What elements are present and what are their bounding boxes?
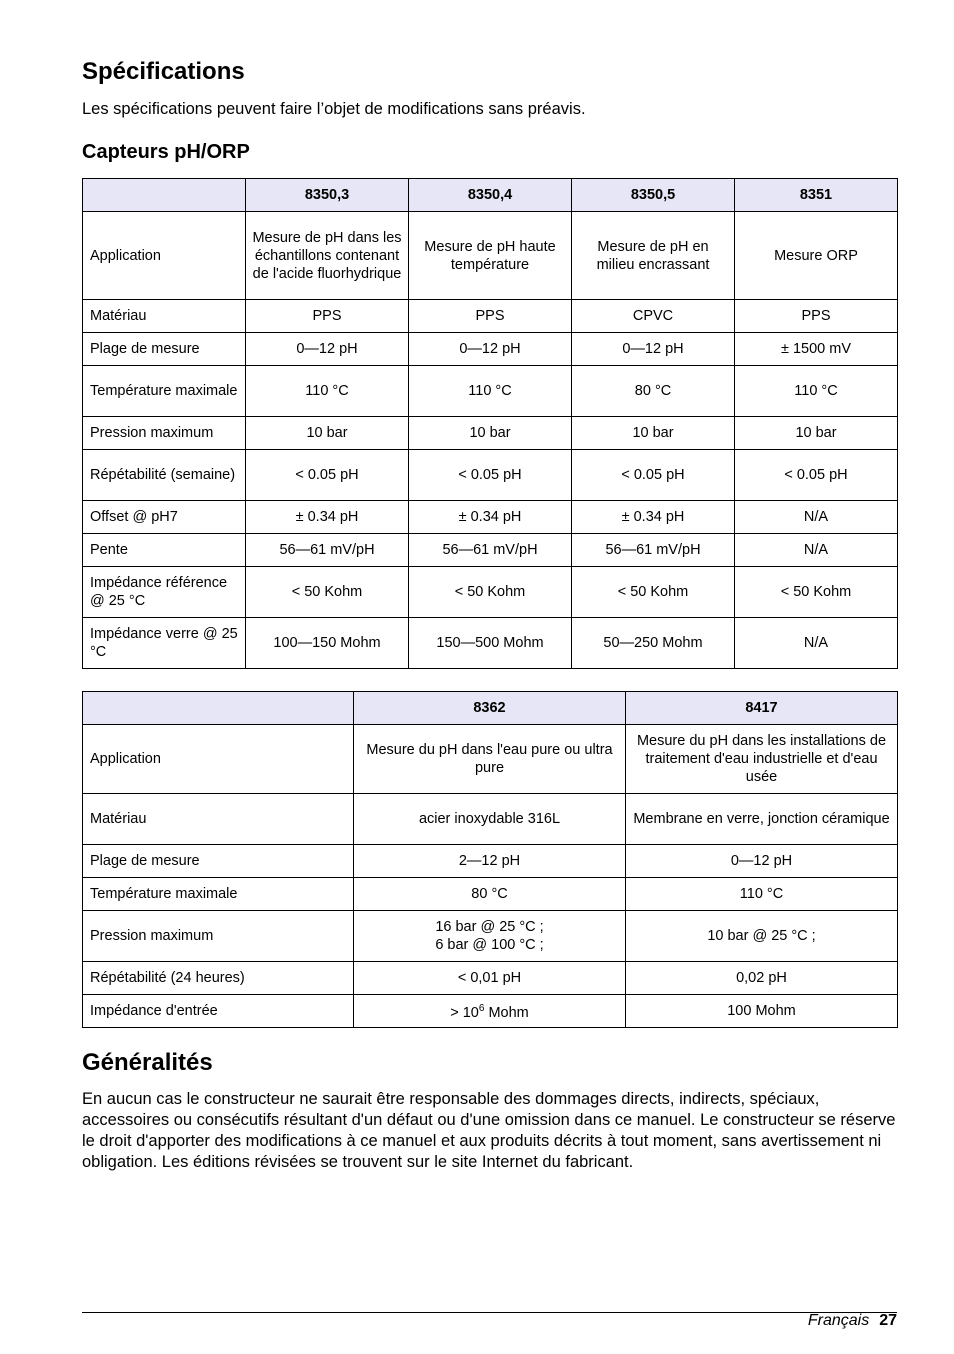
table-row [83,878,898,911]
table-cell: N/A [735,618,898,669]
table-row [83,417,898,450]
table-cell: 80 °C [572,366,735,417]
table-cell: 110 °C [409,366,572,417]
footer-language: Français [807,1312,870,1329]
table-cell: ± 0.34 pH [572,501,735,534]
row-label: Matériau [83,794,354,845]
table-header-cell [83,692,354,725]
table-cell: N/A [735,501,898,534]
table-cell: N/A [735,534,898,567]
table-cell: PPS [735,300,898,333]
row-label: Offset @ pH7 [83,501,246,534]
general-title: Généralités [82,1049,213,1076]
table-cell: 2—12 pH [354,845,626,878]
pressure-line-1: 16 bar @ 25 °C ; [435,919,544,935]
table-cell: PPS [246,300,409,333]
table-cell: 110 °C [246,366,409,417]
table-cell: Mesure du pH dans les installations de traitement d'eau industrielle et d'eau usée [626,725,898,794]
row-label: Impédance référence @ 25 °C [83,567,246,618]
table-cell: Membrane en verre, jonction céramique [626,794,898,845]
row-label: Impédance d'entrée [83,995,354,1028]
footer-divider [82,1312,897,1313]
table-cell: 56—61 mV/pH [572,534,735,567]
table-cell: ± 0.34 pH [409,501,572,534]
table-row [83,300,898,333]
table-cell: 10 bar [246,417,409,450]
table-row [83,366,898,417]
table-cell: 10 bar @ 25 °C ; [626,911,898,962]
table-header-cell: 8350,3 [246,179,409,212]
table-cell: PPS [409,300,572,333]
row-label: Application [83,212,246,300]
general-text: En aucun cas le constructeur ne saurait être responsable des dommages directs, indirects, spéciaux, accessoires ou consécutifs résultant d'un défaut ou d'une omission dans ce manuel. Le constructeur se réserve le droit d'apporter des modifications à ce manuel et aux produits décrits à tout moment, sans avertissement ni obligation. Les éditions révisées se trouvent sur le site Internet du fabricant. [82,1090,896,1171]
table-cell: < 50 Kohm [572,567,735,618]
table-cell: 110 °C [626,878,898,911]
table-cell: 0—12 pH [572,333,735,366]
row-label: Application [83,725,354,794]
table-header-cell [83,179,246,212]
sensor-spec-table-2 [82,691,898,1028]
table-cell: 0—12 pH [626,845,898,878]
impedance-unit: Mohm [484,1004,529,1021]
table-cell: 150—500 Mohm [409,618,572,669]
table-cell: Mesure ORP [735,212,898,300]
table-row [83,534,898,567]
table-header-cell: 8417 [626,692,898,725]
table-cell: 50—250 Mohm [572,618,735,669]
table-cell: 10 bar [572,417,735,450]
table-cell: CPVC [572,300,735,333]
table-cell: 56—61 mV/pH [409,534,572,567]
table-header-cell: 8350,4 [409,179,572,212]
specifications-title: Spécifications [82,58,245,85]
table-row [83,618,898,669]
table-cell: 100—150 Mohm [246,618,409,669]
row-label: Pente [83,534,246,567]
table-cell [354,995,626,1028]
table-header-cell: 8351 [735,179,898,212]
table-row [83,212,898,300]
page-number: 27 [879,1312,897,1329]
row-label: Répétabilité (semaine) [83,450,246,501]
table-cell: Mesure de pH haute température [409,212,572,300]
specifications-intro: Les spécifications peuvent faire l’objet de modifications sans préavis. [82,100,586,118]
table-row [83,725,898,794]
table-cell: 10 bar [409,417,572,450]
row-label: Plage de mesure [83,845,354,878]
table-header-cell: 8362 [354,692,626,725]
table-row [83,333,898,366]
table-cell: < 50 Kohm [409,567,572,618]
table-row [83,501,898,534]
table-header-cell: 8350,5 [572,179,735,212]
table-row [83,962,898,995]
row-label: Température maximale [83,878,354,911]
row-label: Pression maximum [83,911,354,962]
table-row [83,845,898,878]
table-header-row [83,179,898,212]
table-cell: < 0.05 pH [735,450,898,501]
impedance-base: > 10 [450,1004,479,1021]
row-label: Température maximale [83,366,246,417]
table-cell: < 50 Kohm [735,567,898,618]
table-cell: 100 Mohm [626,995,898,1028]
table-cell: 56—61 mV/pH [246,534,409,567]
table-cell: < 50 Kohm [246,567,409,618]
table-row [83,794,898,845]
table-row [83,450,898,501]
page-footer [808,1312,897,1330]
row-label: Plage de mesure [83,333,246,366]
table-row [83,567,898,618]
impedance-exponent: 6 [478,1003,485,1015]
table-cell: ± 1500 mV [735,333,898,366]
row-label: Matériau [83,300,246,333]
table-cell: Mesure de pH en milieu encrassant [572,212,735,300]
table-cell: 0—12 pH [409,333,572,366]
table-cell [354,911,626,962]
table-cell: 110 °C [735,366,898,417]
table-cell: acier inoxydable 316L [354,794,626,845]
table-cell: 10 bar [735,417,898,450]
table-cell: Mesure du pH dans l'eau pure ou ultra pure [354,725,626,794]
table-cell: ± 0.34 pH [246,501,409,534]
table-cell: < 0.05 pH [572,450,735,501]
table-cell: < 0,01 pH [354,962,626,995]
table-row [83,995,898,1028]
row-label: Impédance verre @ 25 °C [83,618,246,669]
sensor-spec-table-1 [82,178,898,669]
row-label: Pression maximum [83,417,246,450]
table-cell: Mesure de pH dans les échantillons contenant de l'acide fluorhydrique [246,212,409,300]
table-row [83,911,898,962]
table-header-row [83,692,898,725]
table-cell: < 0.05 pH [409,450,572,501]
sensors-title: Capteurs pH/ORP [82,141,250,163]
pressure-line-2: 6 bar @ 100 °C ; [435,937,544,953]
table-cell: < 0.05 pH [246,450,409,501]
row-label: Répétabilité (24 heures) [83,962,354,995]
table-cell: 0,02 pH [626,962,898,995]
table-cell: 0—12 pH [246,333,409,366]
table-cell: 80 °C [354,878,626,911]
